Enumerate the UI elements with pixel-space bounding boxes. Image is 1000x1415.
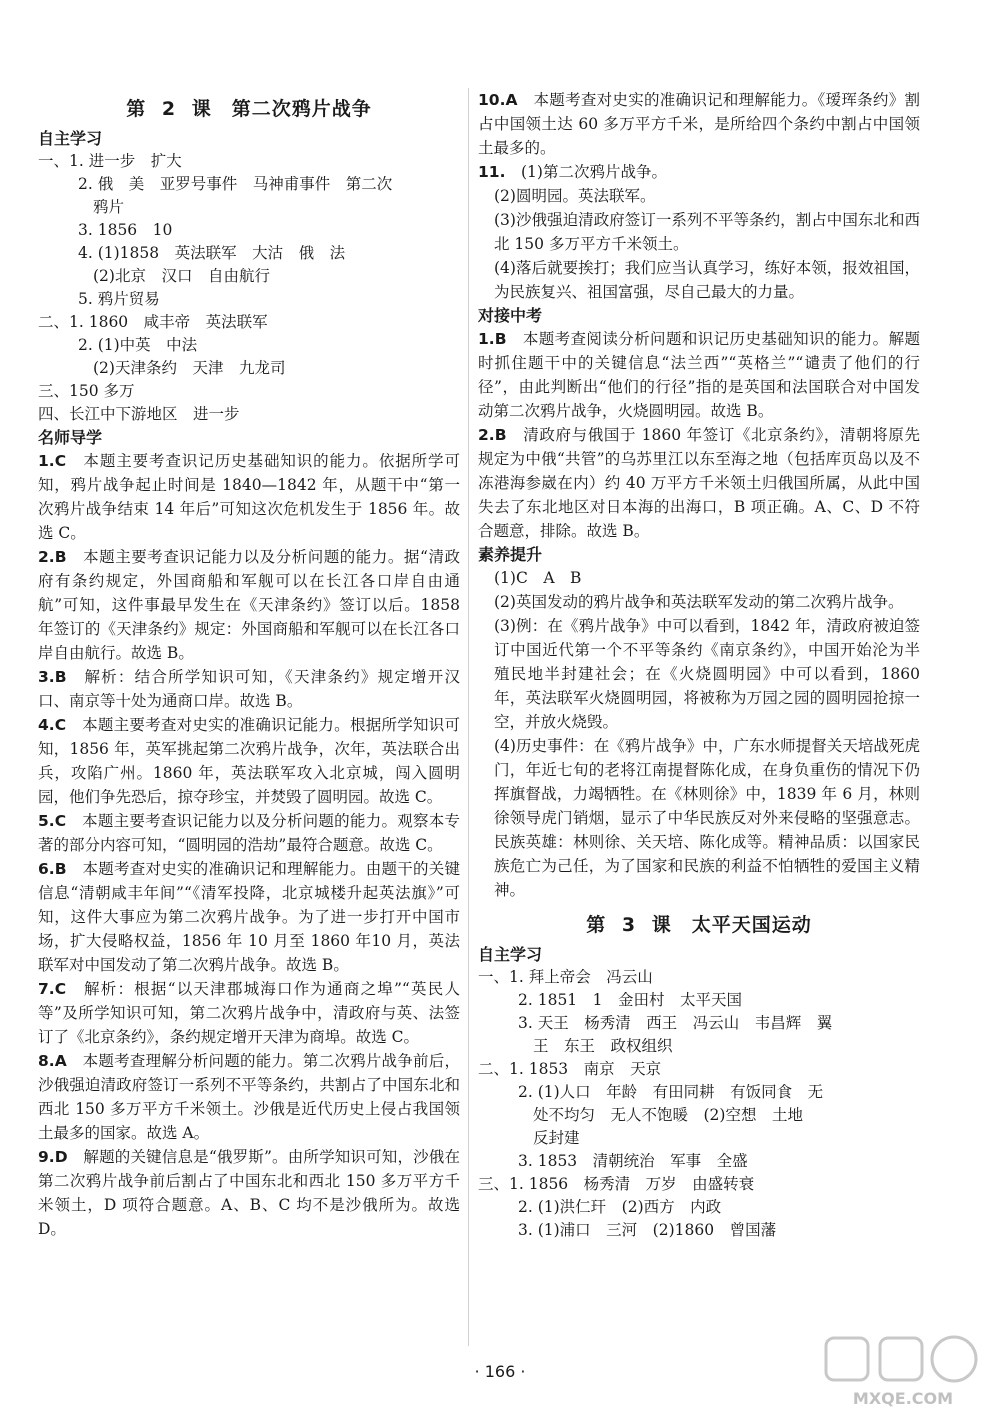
item-number: 3. [38,668,55,686]
answer-stamp-logo-icon [818,1332,988,1410]
item-answer: D [54,1148,68,1166]
answer-line: 二、1. 1853 南京 天京 [478,1060,662,1078]
left-column [38,88,460,1241]
item-answer: B [494,330,507,348]
item-11-sub-answers [478,184,920,304]
lesson-3-title: 第 3 课 太平天国运动 [586,914,812,936]
answer-item [478,88,920,160]
item-number: 6. [38,860,55,878]
answer-line: 2. 俄 美 亚罗号事件 马神甫事件 第二次 [78,175,393,193]
answer-line: (2)天津条约 天津 九龙司 [93,359,286,377]
mingshi-daoxue-heading: 名师导学 [38,428,103,447]
answer-line: 鸦片 [93,198,125,216]
zizhu-xuexi-list-3 [478,966,920,1242]
item-number: 1. [478,330,495,348]
item-number: 2. [478,426,495,444]
answer-paragraph: (3)例：在《鸦片战争》中可以看到，1842 年，清政府被迫签订中国近代第一个不平等条约《南京条约》，中国开始沦为半殖民地半封建社会；在《火烧圆明园》中可以看到，1860 年，英法联军火烧圆明园，将被称为万园之园的圆明园抢掠一空，并放火烧毁。 [494,617,920,731]
zizhu-xuexi-heading-3: 自主学习 [478,945,543,964]
duijie-zhongkao-heading: 对接中考 [478,306,543,325]
lesson-2-title: 第 2 课 第二次鸦片战争 [126,98,372,120]
answer-line: 一、1. 进一步 扩大 [38,152,182,170]
item-answer: C [54,812,67,830]
answer-line: 三、150 多万 [38,382,135,400]
answer-line: 王 东王 政权组织 [533,1037,673,1055]
answer-line: 处不均匀 无人不饱暖 (2)空想 土地 [533,1106,803,1124]
answer-paragraph: (4)历史事件：在《鸦片战争》中，广东水师提督关天培战死虎门，年近七旬的老将江南提督陈化成，在身负重伤的情况下仍挥旗督战，力竭牺牲。在《林则徐》中，1839 年 6 月，林则徐领导虎门销烟，显示了中华民族反对外来侵略的坚强意志。民族英雄：林则徐、关天培、陈化成等。精神品质：以国家民族危亡为己任，为了国家和民族的利益不怕牺牲的爱国主义精神。 [494,737,920,899]
item-explanation: 本题主要考查识记能力以及分析问题的能力。据“清政府有条约规定，外国商船和军舰可以在长江各口岸自由通航”可知，这件事最早发生在《天津条约》签订以后。1858 年签订的《天津条约》规定：外国商船和军舰可以在长江各口岸自由航行。故选 B。 [38,548,460,662]
answer-item [38,809,460,857]
answer-line: 三、1. 1856 杨秀清 万岁 由盛转衰 [478,1175,755,1193]
item-explanation: 本题考查对史实的准确识记和理解能力。由题干的关键信息“清朝咸丰年间”“《清军投降，北京城楼升起英法旗》”可知，这件大事应为第二次鸦片战争。为了进一步打开中国市场，扩大侵略权益，1856 年 10 月至 1860 年10 月，英法联军对中国发动了第二次鸦片战争。故选 B。 [38,860,460,974]
answer-line: 3. (1)浦口 三河 (2)1860 曾国藩 [518,1221,777,1239]
item-answer: A [505,91,518,109]
column-divider [468,88,469,1346]
item-explanation: 解析：根据“以天津郡城海口作为通商之埠”“英民人等”及所学知识可知，第二次鸦片战争中，清政府与英、法签订了《北京条约》，条约规定增开天津为商埠。故选 C。 [38,980,460,1046]
answer-item [38,545,460,665]
mingshi-daoxue-list [38,449,460,1241]
zizhu-xuexi-heading: 自主学习 [38,129,103,148]
answer-line: 2. (1)中英 中法 [78,336,198,354]
answer-line: 反封建 [533,1129,580,1147]
duijie-zhongkao-list [478,327,920,543]
answer-paragraph: (2)英国发动的鸦片战争和英法联军发动的第二次鸦片战争。 [494,593,904,611]
watermark-text: MXQE.COM [852,1389,954,1408]
answer-line: 2. (1)洪仁玕 (2)西方 内政 [518,1198,722,1216]
item-answer: C [54,980,67,998]
answer-item [38,1049,460,1145]
answer-paragraph: (1)C A B [494,569,582,587]
item-number: 1. [38,452,55,470]
answer-line: 3. 1856 10 [78,221,173,239]
item-answer: B [54,668,67,686]
item-answer: A [54,1052,67,1070]
answer-item [38,713,460,809]
answer-item [478,423,920,543]
item-number: 7. [38,980,55,998]
item-answer: C [54,716,67,734]
item-explanation: 本题考查阅读分析问题和识记历史基础知识的能力。解题时抓住题干中的关键信息“法兰西”“英格兰”“谴责了他们的行径”，由此判断出“他们的行径”指的是英国和法国联合对中国发动第二次鸦片战争，火烧圆明园。故选 B。 [478,330,920,420]
answer-sub-line: (4)落后就要挨打；我们应当认真学习，练好本领，报效祖国，为民族复兴、祖国富强，尽自己最大的力量。 [494,259,920,301]
item-explanation: 本题考查对史实的准确识记和理解能力。《瑷珲条约》割占中国领土达 60 多万平方千米，是所给四个条约中割占中国领土最多的。 [478,91,920,157]
answer-line: 2. (1)人口 年龄 有田同耕 有饭同食 无 [518,1083,824,1101]
item-explanation: 本题主要考查对史实的准确识记能力。根据所学知识可知，1856 年，英军挑起第二次鸦片战争，次年，英法联合出兵，攻陷广州。1860 年，英法联军攻入北京城，闯入圆明园，他们争先恐后，掠夺珍宝，并焚毁了圆明园。故选 C。 [38,716,460,806]
item-explanation: 本题主要考查识记能力以及分析问题的能力。观察本专著的部分内容可知，“圆明园的浩劫”最符合题意。故选 C。 [38,812,460,854]
answer-line: 2. 1851 1 金田村 太平天国 [518,991,743,1009]
item-number: 9. [38,1148,55,1166]
answer-line: 4. (1)1858 英法联军 大沽 俄 法 [78,244,346,262]
answer-line: 二、1. 1860 咸丰帝 英法联军 [38,313,268,331]
answer-sub-line: (2)圆明园。英法联军。 [494,187,656,205]
answer-item [478,160,920,184]
item-number: 8. [38,1052,55,1070]
answer-item [38,1145,460,1241]
item-explanation: 本题考查理解分析问题的能力。第二次鸦片战争前后，沙俄强迫清政府签订一系列不平等条约，共割占了中国东北和西北 150 多万平方千米领土。沙俄是近代历史上侵占我国领土最多的国家。故选 A。 [38,1052,460,1142]
item-explanation: (1)第二次鸦片战争。 [520,163,667,181]
answer-sub-line: (3)沙俄强迫清政府签订一系列不平等条约，割占中国东北和西北 150 多万平方千米领土。 [494,211,920,253]
item-explanation: 解题的关键信息是“俄罗斯”。由所学知识可知，沙俄在第二次鸦片战争前后割占了中国东北和西北 150 多万平方千米领土，D 项符合题意。A、B、C 均不是沙俄所为。故选 D。 [38,1148,460,1238]
answer-item [38,449,460,545]
suyang-tisheng-list [478,566,920,902]
item-explanation: 清政府与俄国于 1860 年签订《北京条约》，清朝将原先规定为中俄“共管”的乌苏里江以东至海之地（包括库页岛以及不冻港海参崴在内）约 40 万平方千米领土归俄国所属，从此中国失去了东北地区对日本海的出海口，B 项正确。A、C、D 不符合题意，排除。故选 B。 [478,426,920,540]
answer-line: 3. 天王 杨秀清 西王 冯云山 韦昌辉 翼 [518,1014,833,1032]
item-answer: B [494,426,507,444]
item-number: 10. [478,91,506,109]
item-number: 5. [38,812,55,830]
page-number: · 166 · [474,1362,526,1381]
answer-line: 5. 鸦片贸易 [78,290,160,308]
answer-items-10-11 [478,88,920,184]
answer-item [38,857,460,977]
item-answer: C [54,452,67,470]
item-number: 11. [478,163,506,181]
right-column [478,88,920,1242]
answer-line: 四、长江中下游地区 进一步 [38,405,240,423]
answer-line: (2)北京 汉口 自由航行 [93,267,270,285]
item-explanation: 解析：结合所学知识可知，《天津条约》规定增开汉口、南京等十处为通商口岸。故选 B。 [38,668,460,710]
zizhu-xuexi-list [38,150,460,426]
item-explanation: 本题主要考查识记历史基础知识的能力。依据所学可知，鸦片战争起止时间是 1840—1842 年，从题干中“第一次鸦片战争结束 14 年后”可知这次危机发生于 1856 年。故选 C。 [38,452,460,542]
answer-item [478,327,920,423]
answer-line: 一、1. 拜上帝会 冯云山 [478,968,653,986]
item-number: 4. [38,716,55,734]
answer-item [38,977,460,1049]
item-answer: B [54,860,67,878]
answer-item [38,665,460,713]
item-number: 2. [38,548,55,566]
item-answer: B [54,548,67,566]
answer-line: 3. 1853 清朝统治 军事 全盛 [518,1152,748,1170]
suyang-tisheng-heading: 素养提升 [478,545,543,564]
